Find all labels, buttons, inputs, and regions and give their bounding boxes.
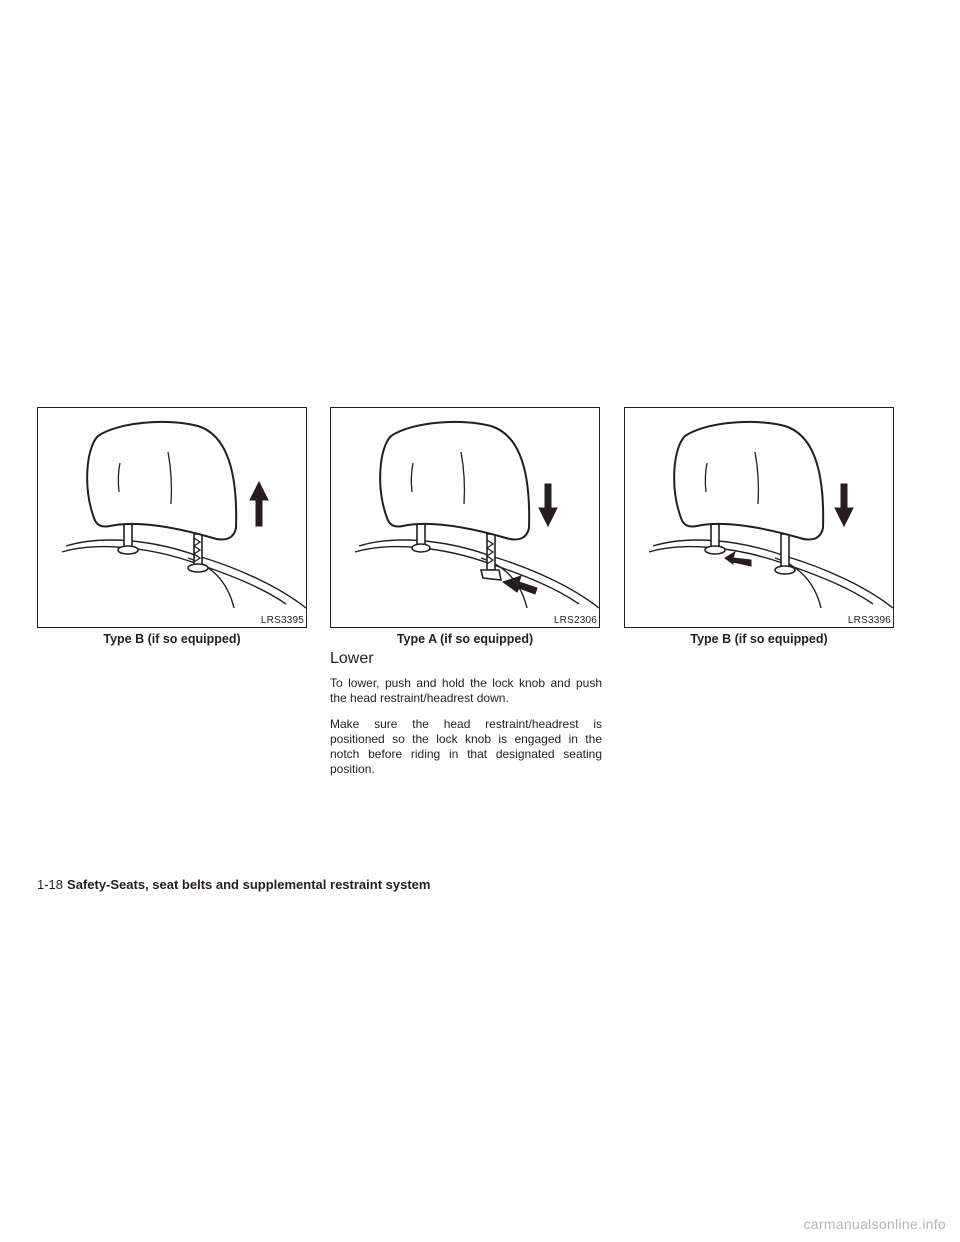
lower-section [330,650,602,788]
page-number: 1-18 [37,877,64,892]
figure-code: LRS2306 [553,615,597,626]
section-paragraph: Make sure the head restraint/headrest is positioned so the lock knob is engaged in the notch before riding in that designated seating position. [330,716,602,777]
footer-section-title: Safety-Seats, seat belts and supplemental restraint system [67,877,431,892]
head-restraint-lower-type-a-illustration [331,408,599,627]
head-restraint-lower-type-b-illustration [625,408,893,627]
figure-caption: Type B (if so equipped) [690,632,828,646]
figure-lower-type-b [624,407,894,628]
page-footer [37,877,430,892]
head-restraint-raise-illustration [38,408,306,627]
figure-code: LRS3395 [260,615,304,626]
figure-lower-type-a [330,407,600,628]
section-heading: Lower [330,650,374,667]
watermark: carmanualsonline.info [803,1216,946,1232]
section-paragraph: To lower, push and hold the lock knob and push the head restraint/headrest down. [330,676,602,706]
figure-caption: Type B (if so equipped) [103,632,241,646]
figure-raise-type-b [37,407,307,628]
figure-code: LRS3396 [847,615,891,626]
figure-caption: Type A (if so equipped) [396,632,534,646]
